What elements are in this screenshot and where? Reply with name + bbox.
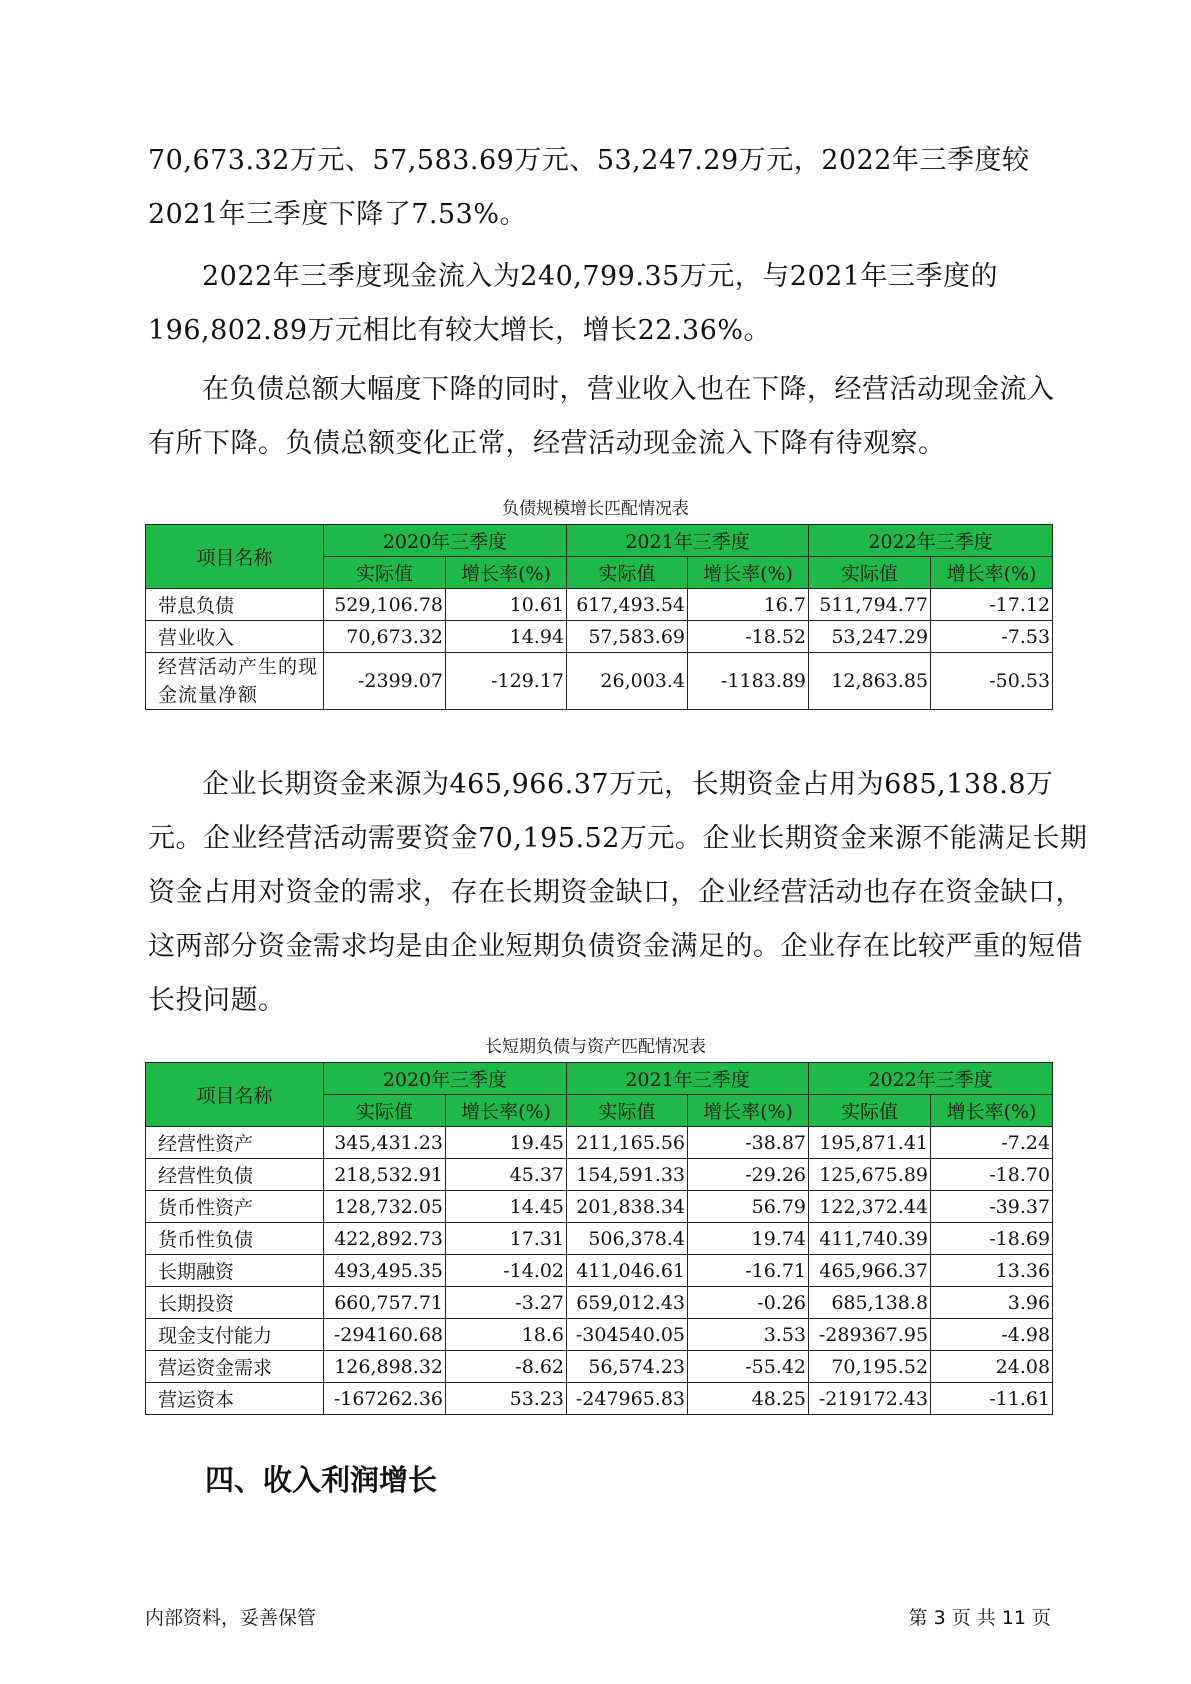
growth-rate-cell: -8.62: [446, 1351, 567, 1383]
actual-value-cell: 57,583.69: [567, 621, 688, 653]
growth-rate-cell: -129.17: [446, 653, 567, 710]
footer-left: 内部资料，妥善保管: [145, 1607, 317, 1629]
actual-value-cell: 511,794.77: [809, 589, 931, 621]
growth-rate-cell: 19.45: [446, 1127, 567, 1159]
actual-value-cell: 70,195.52: [809, 1351, 931, 1383]
long-short-term-matching-table: [145, 1062, 1053, 1415]
growth-rate-cell: 3.53: [688, 1319, 809, 1351]
table1-caption: 负债规模增长匹配情况表: [502, 499, 689, 519]
actual-value-cell: 617,493.54: [567, 589, 688, 621]
growth-rate-cell: 14.94: [446, 621, 567, 653]
period-header-2022: 2022年三季度: [809, 525, 1053, 557]
row-label: 长期投资: [146, 1287, 324, 1319]
growth-header: 增长率(%): [688, 1095, 809, 1127]
table-row: [146, 1255, 1053, 1287]
actual-value-cell: -247965.83: [567, 1383, 688, 1415]
row-label: 长期融资: [146, 1255, 324, 1287]
growth-rate-cell: -55.42: [688, 1351, 809, 1383]
table1-header-row: [146, 525, 1053, 557]
growth-rate-cell: 53.23: [446, 1383, 567, 1415]
period-header-2021: 2021年三季度: [567, 525, 809, 557]
table-row: [146, 589, 1053, 621]
actual-value-cell: 660,757.71: [324, 1287, 446, 1319]
growth-rate-cell: 10.61: [446, 589, 567, 621]
growth-rate-cell: 19.74: [688, 1223, 809, 1255]
actual-value-cell: 411,740.39: [809, 1223, 931, 1255]
actual-value-cell: 218,532.91: [324, 1159, 446, 1191]
growth-header: 增长率(%): [931, 1095, 1053, 1127]
growth-rate-cell: 56.79: [688, 1191, 809, 1223]
period-header-2022: 2022年三季度: [809, 1063, 1053, 1095]
actual-value-cell: 154,591.33: [567, 1159, 688, 1191]
row-label: 带息负债: [146, 589, 324, 621]
growth-rate-cell: -7.53: [931, 621, 1053, 653]
growth-rate-cell: -4.98: [931, 1319, 1053, 1351]
growth-rate-cell: -38.87: [688, 1127, 809, 1159]
paragraph-3: 在负债总额大幅度下降的同时，营业收入也在下降，经营活动现金流入有所下降。负债总额变化正常，经营活动现金流入下降有待观察。: [148, 374, 1055, 459]
actual-value-cell: 506,378.4: [567, 1223, 688, 1255]
growth-rate-cell: -18.70: [931, 1159, 1053, 1191]
table-row: [146, 1223, 1053, 1255]
period-header-2020: 2020年三季度: [324, 1063, 567, 1095]
item-name-header: 项目名称: [146, 1063, 324, 1127]
row-label: 营运资金需求: [146, 1351, 324, 1383]
row-label: 现金支付能力: [146, 1319, 324, 1351]
actual-value-cell: 685,138.8: [809, 1287, 931, 1319]
growth-rate-cell: -29.26: [688, 1159, 809, 1191]
row-label: 经营性负债: [146, 1159, 324, 1191]
period-header-2020: 2020年三季度: [324, 525, 567, 557]
growth-header: 增长率(%): [931, 557, 1053, 589]
table-row: [146, 621, 1053, 653]
table-row: [146, 1159, 1053, 1191]
growth-rate-cell: -14.02: [446, 1255, 567, 1287]
actual-value-cell: 126,898.32: [324, 1351, 446, 1383]
actual-header: 实际值: [324, 1095, 446, 1127]
growth-rate-cell: -7.24: [931, 1127, 1053, 1159]
actual-value-cell: 345,431.23: [324, 1127, 446, 1159]
actual-value-cell: 12,863.85: [809, 653, 931, 710]
row-label: 营业收入: [146, 621, 324, 653]
paragraph-4: 企业长期资金来源为465,966.37万元，长期资金占用为685,138.8万元。企业经营活动需要资金70,195.52万元。企业长期资金来源不能满足长期资金占用对资金的需求，存在长期资金缺口，企业经营活动也存在资金缺口，这两部分资金需求均是由企业短期负债资金满足的。企业存在比较严重的短借长投问题。: [148, 769, 1088, 1016]
growth-rate-cell: -18.52: [688, 621, 809, 653]
actual-value-cell: 56,574.23: [567, 1351, 688, 1383]
section-heading: 四、收入利润增长: [205, 1463, 438, 1497]
item-name-header: 项目名称: [146, 525, 324, 589]
actual-header: 实际值: [324, 557, 446, 589]
growth-rate-cell: -39.37: [931, 1191, 1053, 1223]
table-row: [146, 653, 1053, 710]
period-header-2021: 2021年三季度: [567, 1063, 809, 1095]
table-row: [146, 1191, 1053, 1223]
actual-value-cell: 422,892.73: [324, 1223, 446, 1255]
growth-header: 增长率(%): [446, 1095, 567, 1127]
growth-rate-cell: 48.25: [688, 1383, 809, 1415]
growth-header: 增长率(%): [688, 557, 809, 589]
growth-rate-cell: -50.53: [931, 653, 1053, 710]
paragraph-1: 70,673.32万元、57,583.69万元、53,247.29万元，2022年三季度较2021年三季度下降了7.53%。: [148, 145, 1030, 230]
actual-value-cell: 411,046.61: [567, 1255, 688, 1287]
actual-value-cell: 53,247.29: [809, 621, 931, 653]
table-row: [146, 1319, 1053, 1351]
actual-value-cell: -2399.07: [324, 653, 446, 710]
actual-value-cell: 122,372.44: [809, 1191, 931, 1223]
actual-value-cell: 211,165.56: [567, 1127, 688, 1159]
row-label: 营运资本: [146, 1383, 324, 1415]
actual-value-cell: 201,838.34: [567, 1191, 688, 1223]
growth-header: 增长率(%): [446, 557, 567, 589]
growth-rate-cell: 13.36: [931, 1255, 1053, 1287]
growth-rate-cell: -0.26: [688, 1287, 809, 1319]
actual-value-cell: -289367.95: [809, 1319, 931, 1351]
growth-rate-cell: -18.69: [931, 1223, 1053, 1255]
actual-header: 实际值: [809, 557, 931, 589]
growth-rate-cell: -1183.89: [688, 653, 809, 710]
actual-value-cell: -304540.05: [567, 1319, 688, 1351]
growth-rate-cell: -11.61: [931, 1383, 1053, 1415]
actual-value-cell: -167262.36: [324, 1383, 446, 1415]
table-row: [146, 1383, 1053, 1415]
growth-rate-cell: -17.12: [931, 589, 1053, 621]
actual-value-cell: 26,003.4: [567, 653, 688, 710]
actual-value-cell: -294160.68: [324, 1319, 446, 1351]
growth-rate-cell: 18.6: [446, 1319, 567, 1351]
growth-rate-cell: 16.7: [688, 589, 809, 621]
footer-page-number: 第 3 页 共 11 页: [908, 1607, 1051, 1629]
growth-rate-cell: 14.45: [446, 1191, 567, 1223]
growth-rate-cell: 3.96: [931, 1287, 1053, 1319]
row-label: 经营活动产生的现金流量净额: [146, 653, 324, 710]
actual-value-cell: 493,495.35: [324, 1255, 446, 1287]
actual-header: 实际值: [567, 1095, 688, 1127]
actual-value-cell: 529,106.78: [324, 589, 446, 621]
actual-value-cell: 465,966.37: [809, 1255, 931, 1287]
growth-rate-cell: 17.31: [446, 1223, 567, 1255]
actual-value-cell: 195,871.41: [809, 1127, 931, 1159]
growth-rate-cell: 24.08: [931, 1351, 1053, 1383]
row-label: 货币性资产: [146, 1191, 324, 1223]
paragraph-2: 2022年三季度现金流入为240,799.35万元，与2021年三季度的196,802.89万元相比有较大增长，增长22.36%。: [148, 261, 999, 346]
growth-rate-cell: -3.27: [446, 1287, 567, 1319]
actual-header: 实际值: [809, 1095, 931, 1127]
table2-header-row: [146, 1063, 1053, 1095]
actual-value-cell: 659,012.43: [567, 1287, 688, 1319]
table2-caption: 长短期负债与资产匹配情况表: [485, 1037, 706, 1057]
table-row: [146, 1287, 1053, 1319]
actual-value-cell: 125,675.89: [809, 1159, 931, 1191]
row-label: 货币性负债: [146, 1223, 324, 1255]
growth-rate-cell: 45.37: [446, 1159, 567, 1191]
debt-scale-growth-table: [145, 524, 1053, 710]
actual-value-cell: -219172.43: [809, 1383, 931, 1415]
table-row: [146, 1351, 1053, 1383]
actual-header: 实际值: [567, 557, 688, 589]
table-row: [146, 1127, 1053, 1159]
actual-value-cell: 70,673.32: [324, 621, 446, 653]
growth-rate-cell: -16.71: [688, 1255, 809, 1287]
row-label: 经营性资产: [146, 1127, 324, 1159]
actual-value-cell: 128,732.05: [324, 1191, 446, 1223]
